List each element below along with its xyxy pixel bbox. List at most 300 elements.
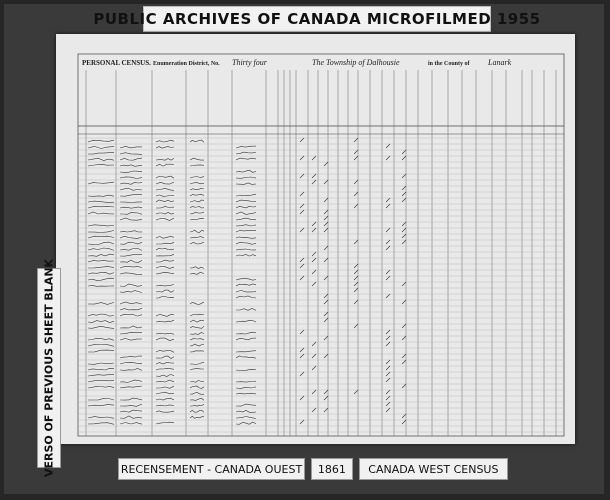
tick-mark (300, 204, 304, 208)
handwritten-stroke (190, 339, 204, 340)
handwritten-stroke (156, 314, 174, 316)
tick-mark (300, 330, 304, 334)
handwritten-stroke (156, 254, 174, 256)
handwritten-stroke (156, 164, 174, 166)
tick-mark (402, 150, 406, 154)
tick-mark (386, 276, 390, 280)
handwritten-stroke (190, 326, 204, 328)
handwritten-stroke (190, 416, 204, 418)
tick-mark (354, 192, 358, 196)
tick-mark (386, 270, 390, 274)
tick-mark (354, 270, 358, 274)
handwritten-stroke (190, 302, 204, 305)
side-note (37, 258, 61, 478)
handwritten-stroke (88, 368, 114, 370)
tick-mark (300, 264, 304, 268)
township-value: The Township of Dalhousie (312, 58, 400, 67)
handwritten-stroke (156, 200, 174, 202)
handwritten-stroke (156, 218, 174, 221)
handwritten-stroke (236, 183, 256, 184)
tick-mark (354, 180, 358, 184)
handwritten-entries (88, 138, 406, 424)
handwritten-stroke (120, 242, 142, 244)
handwritten-stroke (156, 272, 174, 274)
handwritten-stroke (236, 212, 256, 214)
handwritten-stroke (120, 332, 142, 334)
census-footer (118, 458, 508, 480)
handwritten-stroke (120, 291, 142, 293)
tick-mark (300, 138, 304, 142)
tick-mark (402, 414, 406, 418)
handwritten-stroke (120, 195, 142, 197)
handwritten-stroke (88, 260, 114, 262)
tick-mark (386, 144, 390, 148)
handwritten-stroke (190, 398, 204, 400)
handwritten-stroke (156, 338, 174, 340)
tick-mark (324, 228, 328, 232)
handwritten-stroke (156, 236, 174, 238)
handwritten-stroke (156, 182, 174, 184)
handwritten-stroke (120, 188, 142, 190)
handwritten-stroke (88, 417, 114, 419)
handwritten-stroke (120, 248, 142, 250)
tick-mark (324, 222, 328, 226)
tick-mark (402, 156, 406, 160)
tick-mark (386, 342, 390, 346)
tick-mark (324, 300, 328, 304)
handwritten-stroke (156, 405, 174, 406)
handwritten-stroke (190, 333, 204, 335)
tick-mark (300, 228, 304, 232)
handwritten-stroke (120, 314, 142, 316)
handwritten-stroke (88, 398, 114, 400)
handwritten-stroke (88, 225, 114, 226)
handwritten-stroke (88, 242, 114, 244)
tick-mark (312, 222, 316, 226)
handwritten-stroke (88, 363, 114, 364)
handwritten-stroke (190, 344, 204, 346)
handwritten-stroke (190, 242, 204, 244)
handwritten-stroke (120, 410, 142, 412)
tick-mark (312, 354, 316, 358)
handwritten-stroke (156, 260, 174, 262)
tick-mark (386, 330, 390, 334)
tick-mark (324, 180, 328, 184)
tick-mark (386, 240, 390, 244)
handwritten-stroke (236, 351, 256, 352)
handwritten-stroke (190, 404, 204, 406)
handwritten-stroke (120, 260, 142, 262)
handwritten-stroke (120, 326, 142, 328)
handwritten-stroke (120, 423, 142, 425)
handwritten-stroke (120, 380, 142, 382)
tick-mark (324, 336, 328, 340)
handwritten-stroke (236, 422, 256, 424)
handwritten-stroke (88, 338, 114, 340)
tick-mark (354, 300, 358, 304)
tick-mark (386, 378, 390, 382)
tick-mark (402, 192, 406, 196)
tick-mark (300, 258, 304, 262)
handwritten-stroke (88, 405, 114, 406)
handwritten-stroke (236, 200, 256, 202)
tick-mark (386, 198, 390, 202)
handwritten-stroke (120, 308, 142, 310)
handwritten-stroke (88, 231, 114, 233)
handwritten-stroke (156, 248, 174, 250)
footer-year: 1861 (311, 458, 353, 480)
tick-mark (300, 396, 304, 400)
tick-mark (324, 396, 328, 400)
handwritten-stroke (120, 165, 142, 167)
tick-mark (354, 156, 358, 160)
tick-mark (324, 390, 328, 394)
handwritten-stroke (156, 392, 174, 394)
handwritten-stroke (190, 183, 204, 184)
handwritten-stroke (120, 369, 142, 371)
tick-mark (300, 276, 304, 280)
handwritten-stroke (156, 320, 174, 322)
handwritten-stroke (236, 290, 256, 292)
tick-mark (402, 240, 406, 244)
handwritten-stroke (120, 398, 142, 400)
tick-mark (402, 336, 406, 340)
handwritten-stroke (88, 326, 114, 328)
tick-mark (324, 276, 328, 280)
tick-mark (300, 420, 304, 424)
handwritten-stroke (236, 279, 256, 281)
tick-mark (386, 390, 390, 394)
tick-mark (386, 372, 390, 376)
handwritten-stroke (236, 410, 256, 412)
handwritten-stroke (156, 368, 174, 370)
handwritten-stroke (236, 393, 256, 394)
handwritten-stroke (190, 351, 204, 352)
tick-mark (386, 408, 390, 412)
handwritten-stroke (120, 231, 142, 232)
tick-mark (324, 318, 328, 322)
tick-mark (312, 390, 316, 394)
handwritten-stroke (236, 218, 256, 220)
handwritten-stroke (156, 350, 174, 352)
tick-mark (312, 228, 316, 232)
tick-mark (402, 300, 406, 304)
handwritten-stroke (88, 423, 114, 425)
handwritten-stroke (236, 387, 256, 389)
handwritten-stroke (190, 194, 204, 196)
handwritten-stroke (236, 284, 256, 286)
tick-mark (354, 138, 358, 142)
handwritten-stroke (236, 249, 256, 250)
handwritten-stroke (120, 236, 142, 238)
handwritten-stroke (120, 218, 142, 220)
handwritten-stroke (120, 146, 142, 148)
footer-label-en: CANADA WEST CENSUS (359, 458, 508, 480)
handwritten-stroke (120, 177, 142, 179)
handwritten-stroke (156, 207, 174, 208)
tick-mark (402, 282, 406, 286)
handwritten-stroke (156, 140, 174, 142)
handwritten-stroke (156, 267, 174, 269)
handwritten-stroke (190, 158, 204, 160)
row-lines (78, 138, 564, 432)
handwritten-stroke (190, 212, 204, 214)
column-lines (86, 70, 556, 436)
tick-mark (402, 228, 406, 232)
handwritten-stroke (88, 374, 114, 376)
handwritten-stroke (88, 254, 114, 256)
handwritten-stroke (190, 267, 204, 269)
handwritten-stroke (236, 255, 256, 257)
handwritten-stroke (236, 230, 256, 232)
handwritten-stroke (156, 422, 174, 424)
handwritten-stroke (88, 201, 114, 202)
tick-mark (354, 390, 358, 394)
tick-mark (386, 204, 390, 208)
handwritten-stroke (88, 278, 114, 280)
district-label: Enumeration District, No. (153, 61, 220, 67)
tick-mark (386, 396, 390, 400)
tick-mark (354, 150, 358, 154)
handwritten-stroke (236, 170, 256, 172)
handwritten-stroke (120, 158, 142, 160)
tick-mark (300, 348, 304, 352)
handwritten-stroke (236, 206, 256, 208)
tick-mark (386, 366, 390, 370)
tick-mark (354, 276, 358, 280)
handwritten-stroke (190, 140, 204, 142)
tick-mark (386, 294, 390, 298)
tick-mark (324, 408, 328, 412)
handwritten-stroke (236, 152, 256, 154)
handwritten-stroke (120, 404, 142, 406)
district-value: Thirty four (232, 58, 267, 67)
handwritten-stroke (120, 284, 142, 287)
handwritten-stroke (120, 416, 142, 418)
county-label: in the County of (428, 61, 470, 67)
handwritten-stroke (120, 153, 142, 155)
handwritten-stroke (236, 225, 256, 226)
tick-mark (402, 174, 406, 178)
handwritten-stroke (236, 177, 256, 178)
tick-mark (402, 222, 406, 226)
handwritten-stroke (190, 314, 204, 316)
handwritten-stroke (88, 153, 114, 155)
handwritten-stroke (236, 332, 256, 334)
tick-mark (386, 156, 390, 160)
handwritten-stroke (190, 218, 204, 220)
tick-mark (312, 252, 316, 256)
handwritten-stroke (190, 188, 204, 190)
handwritten-stroke (236, 237, 256, 238)
handwritten-stroke (88, 285, 114, 286)
census-sheet (56, 34, 575, 444)
census-grid (56, 34, 575, 444)
handwritten-stroke (120, 202, 142, 203)
tick-mark (354, 282, 358, 286)
handwritten-stroke (88, 236, 114, 238)
handwritten-stroke (190, 369, 204, 370)
handwritten-stroke (236, 369, 256, 370)
tick-mark (386, 402, 390, 406)
handwritten-stroke (190, 230, 204, 232)
handwritten-stroke (156, 386, 174, 388)
handwritten-stroke (88, 164, 114, 166)
side-note-text: VERSO OF PREVIOUS SHEET BLANK (42, 258, 56, 478)
tick-mark (402, 360, 406, 364)
handwritten-stroke (88, 272, 114, 274)
handwritten-stroke (120, 207, 142, 208)
handwritten-stroke (236, 309, 256, 311)
tick-mark (312, 156, 316, 160)
tick-mark (312, 342, 316, 346)
handwritten-stroke (88, 182, 114, 184)
tick-mark (354, 204, 358, 208)
tick-mark (324, 294, 328, 298)
handwritten-stroke (156, 285, 174, 287)
tick-mark (300, 210, 304, 214)
tick-mark (300, 192, 304, 196)
handwritten-stroke (190, 386, 204, 388)
form-title: PERSONAL CENSUS. (82, 59, 151, 67)
tick-mark (312, 270, 316, 274)
tick-mark (386, 360, 390, 364)
tick-mark (386, 336, 390, 340)
handwritten-stroke (88, 206, 114, 208)
tick-mark (402, 354, 406, 358)
grid-border (78, 54, 564, 436)
handwritten-stroke (120, 267, 142, 268)
handwritten-stroke (190, 206, 204, 208)
handwritten-stroke (156, 158, 174, 160)
tick-mark (402, 384, 406, 388)
handwritten-stroke (236, 381, 256, 382)
handwritten-stroke (120, 254, 142, 256)
handwritten-stroke (156, 333, 174, 334)
tick-mark (324, 216, 328, 220)
tick-mark (324, 162, 328, 166)
tick-mark (324, 198, 328, 202)
tick-mark (300, 354, 304, 358)
handwritten-stroke (190, 320, 204, 322)
handwritten-stroke (156, 290, 174, 292)
handwritten-stroke (156, 296, 174, 298)
handwritten-stroke (236, 320, 256, 322)
tick-mark (324, 210, 328, 214)
handwritten-stroke (236, 338, 256, 340)
tick-mark (354, 240, 358, 244)
tick-mark (312, 408, 316, 412)
tick-mark (324, 258, 328, 262)
handwritten-stroke (236, 404, 256, 406)
handwritten-stroke (236, 146, 256, 148)
handwritten-stroke (120, 386, 142, 388)
handwritten-stroke (120, 182, 142, 184)
tick-mark (402, 420, 406, 424)
handwritten-stroke (156, 362, 174, 364)
handwritten-stroke (190, 272, 204, 274)
handwritten-stroke (88, 350, 114, 352)
handwritten-stroke (236, 242, 256, 244)
handwritten-stroke (236, 417, 256, 419)
handwritten-stroke (236, 356, 256, 358)
handwritten-stroke (88, 195, 114, 196)
handwritten-stroke (190, 392, 204, 394)
handwritten-stroke (190, 410, 204, 412)
handwritten-stroke (88, 212, 114, 214)
handwritten-stroke (120, 273, 142, 275)
handwritten-stroke (190, 200, 204, 202)
footer-label-fr: RECENSEMENT - CANADA OUEST (118, 458, 305, 480)
county-value: Lanark (488, 58, 512, 67)
handwritten-stroke (156, 188, 174, 190)
handwritten-stroke (156, 356, 174, 358)
handwritten-stroke (120, 356, 142, 358)
handwritten-stroke (88, 380, 114, 382)
handwritten-stroke (190, 177, 204, 179)
handwritten-stroke (120, 171, 142, 172)
tick-mark (354, 324, 358, 328)
tick-mark (324, 246, 328, 250)
tick-mark (386, 246, 390, 250)
handwritten-stroke (156, 176, 174, 178)
handwritten-stroke (190, 237, 204, 239)
tick-mark (402, 186, 406, 190)
handwritten-stroke (88, 248, 114, 250)
handwritten-stroke (190, 165, 204, 166)
handwritten-stroke (236, 158, 256, 160)
tick-mark (402, 234, 406, 238)
archive-header: PUBLIC ARCHIVES OF CANADA MICROFILMED 1955 (143, 6, 491, 32)
tick-mark (312, 258, 316, 262)
tick-mark (312, 282, 316, 286)
handwritten-stroke (120, 213, 142, 215)
handwritten-stroke (156, 195, 174, 197)
handwritten-stroke (88, 267, 114, 268)
handwritten-stroke (88, 302, 114, 304)
handwritten-stroke (120, 302, 142, 304)
handwritten-stroke (190, 362, 204, 364)
handwritten-stroke (120, 338, 142, 340)
handwritten-stroke (88, 146, 114, 148)
tick-mark (312, 366, 316, 370)
handwritten-stroke (120, 362, 142, 364)
handwritten-stroke (156, 212, 174, 214)
handwritten-stroke (156, 147, 174, 149)
tick-mark (386, 228, 390, 232)
handwritten-stroke (88, 158, 114, 160)
tick-mark (300, 174, 304, 178)
tick-mark (402, 324, 406, 328)
handwritten-stroke (88, 140, 114, 142)
tick-mark (354, 288, 358, 292)
tick-mark (402, 198, 406, 202)
handwritten-stroke (88, 314, 114, 316)
handwritten-stroke (156, 242, 174, 244)
handwritten-stroke (156, 374, 174, 376)
tick-mark (354, 264, 358, 268)
tick-mark (312, 180, 316, 184)
handwritten-stroke (156, 411, 174, 412)
handwritten-stroke (236, 296, 256, 298)
handwritten-stroke (156, 380, 174, 382)
handwritten-stroke (88, 386, 114, 388)
tick-mark (324, 354, 328, 358)
handwritten-stroke (236, 194, 256, 196)
handwritten-stroke (156, 398, 174, 400)
tick-mark (324, 312, 328, 316)
tick-mark (312, 174, 316, 178)
